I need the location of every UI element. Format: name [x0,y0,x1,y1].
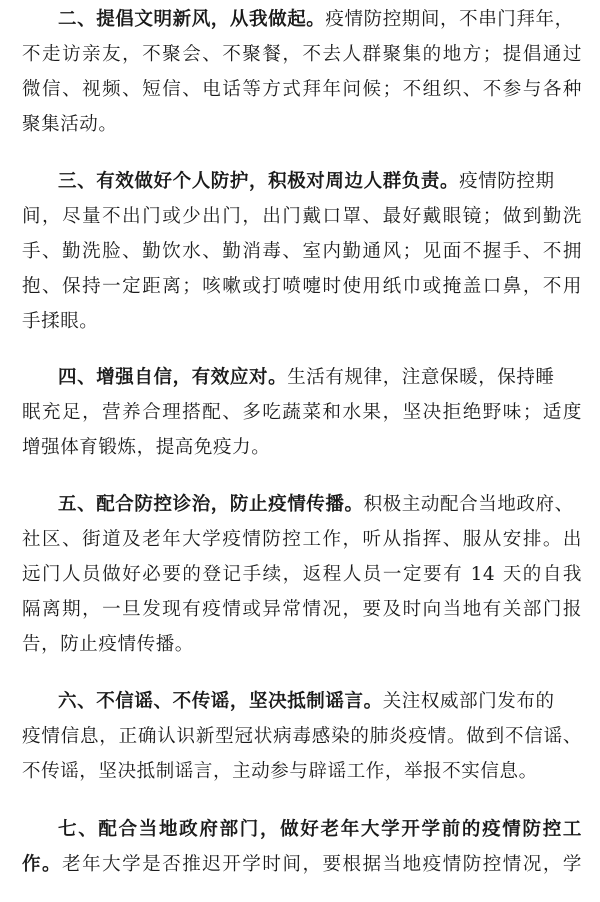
section-heading: 三、有效做好个人防护，积极对周边人群负责。 [58,171,460,192]
paragraph-line: 作。老年大学是否推迟开学时间，要根据当地疫情防控情况，学 [22,854,583,875]
paragraph-line: 手揉眼。 [22,311,99,332]
paragraph-line: 聚集活动。 [22,114,118,135]
paragraph-line: 增强体育锻炼，提高免疫力。 [22,437,271,458]
section-heading: 七、配合当地政府部门，做好老年大学开学前的疫情防控工 [58,819,582,840]
paragraph-line: 告，防止疫情传播。 [22,634,194,655]
paragraph-line: 远门人员做好必要的登记手续，返程人员一定要有 14 天的自我 [22,564,582,585]
paragraph-line: 不走访亲友，不聚会、不聚餐，不去人群聚集的地方；提倡通过 [22,44,582,65]
paragraph-line: 四、增强自信，有效应对。生活有规律，注意保暖，保持睡 [58,367,555,388]
paragraph-line: 五、配合防控诊治，防止疫情传播。积极主动配合当地政府、 [58,494,574,515]
section-heading: 六、不信谣、不传谣，坚决抵制谣言。 [58,691,383,712]
paragraph-line: 不传谣，坚决抵制谣言，主动参与辟谣工作，举报不实信息。 [22,761,538,782]
paragraph-line: 抱、保持一定距离；咳嗽或打喷嚏时使用纸巾或掩盖口鼻，不用 [22,276,582,297]
paragraph-line: 疫情信息，正确认识新型冠状病毒感染的肺炎疫情。做到不信谣、 [22,726,582,747]
section-heading: 五、配合防控诊治，防止疫情传播。 [58,494,364,515]
paragraph-line: 间，尽量不出门或少出门，出门戴口罩、最好戴眼镜；做到勤洗 [22,206,582,227]
section-heading: 二、提倡文明新风，从我做起。 [58,9,326,30]
paragraph-line: 三、有效做好个人防护，积极对周边人群负责。疫情防控期 [58,171,555,192]
paragraph-line: 眠充足，营养合理搭配、多吃蔬菜和水果，坚决拒绝野味；适度 [22,402,582,423]
paragraph-line: 社区、街道及老年大学疫情防控工作，听从指挥、服从安排。出 [22,529,582,550]
section-heading-cont: 作。 [22,854,63,875]
paragraph-line: 微信、视频、短信、电话等方式拜年问候；不组织、不参与各种 [22,79,582,100]
section-heading: 四、增强自信，有效应对。 [58,367,288,388]
paragraph-line: 隔离期，一旦发现有疫情或异常情况，要及时向当地有关部门报 [22,599,582,620]
paragraph-line [58,818,582,842]
paragraph-line: 二、提倡文明新风，从我做起。疫情防控期间，不串门拜年， [58,9,574,30]
paragraph-line: 手、勤洗脸、勤饮水、勤消毒、室内勤通风；见面不握手、不拥 [22,241,582,262]
paragraph-line: 六、不信谣、不传谣，坚决抵制谣言。关注权威部门发布的 [58,691,555,712]
